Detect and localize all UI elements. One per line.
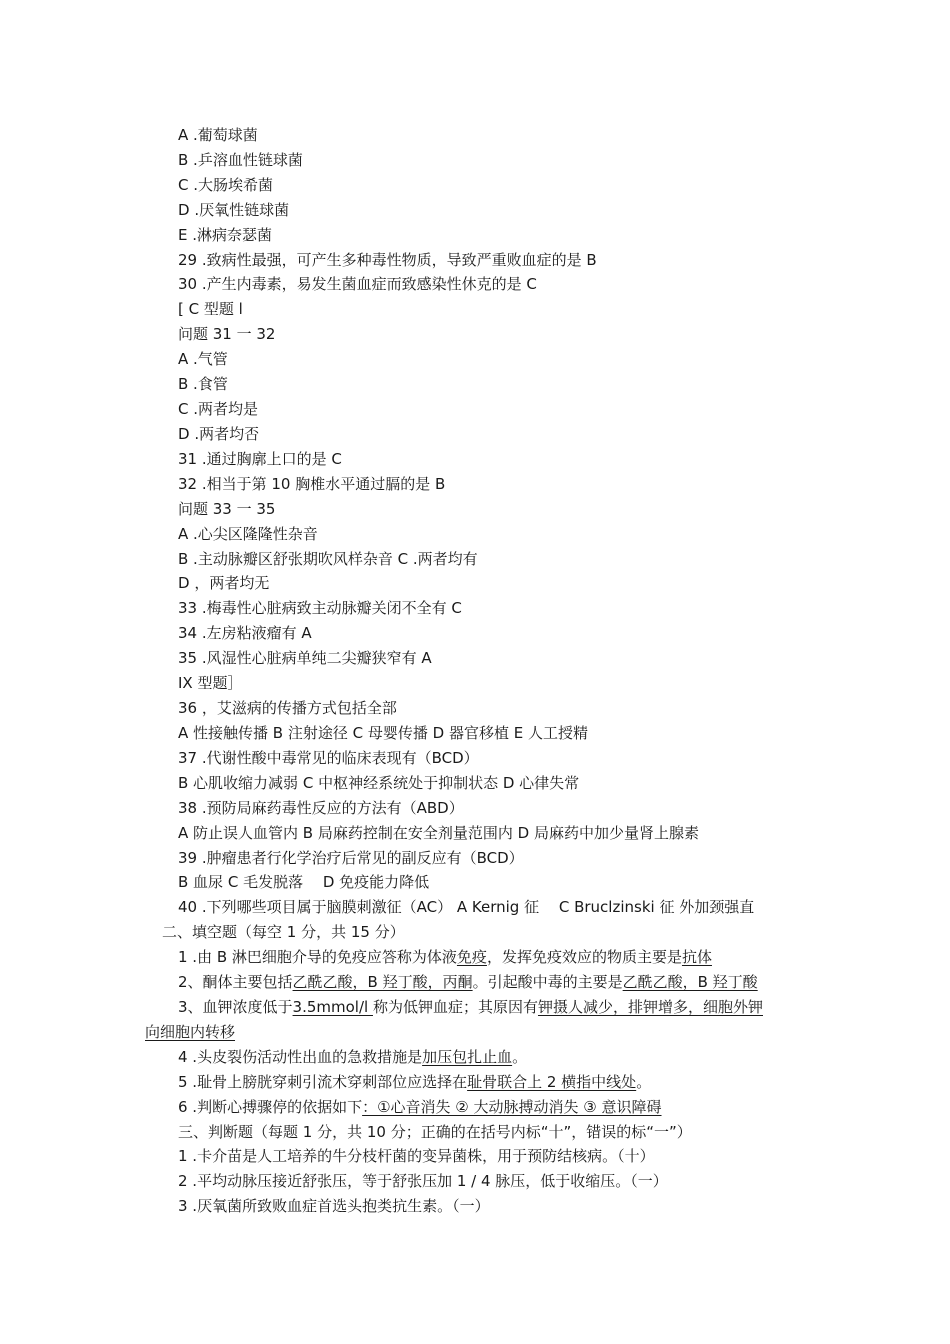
fill-6-answer: ：①心音消失 ② 大动脉搏动消失 ③ 意识障碍 (362, 1098, 662, 1116)
fill-2-text-mid: 。引起酸中毒的主要是 (472, 973, 623, 991)
option-b-c-line: B .主动脉瓣区舒张期吹风样杂音 C .两者均有 (178, 550, 478, 568)
fill-2-answer-b: 乙酰乙酸，B 羟丁酸 (622, 973, 758, 991)
fill-3-answer-b: 钾摄人减少，排钾增多，细胞外钾 (537, 998, 763, 1016)
judgement-question-2: 2 .平均动脉压接近舒张压，等于舒张压加 1 / 4 脉压，低于收缩压。（一） (178, 1172, 668, 1190)
judgement-question-1: 1 .卡介苗是人工培养的牛分枝杆菌的变异菌株，用于预防结核病。（十） (178, 1147, 655, 1165)
option-a-line: A .气管 (178, 350, 228, 368)
question-30: 30 .产生内毒素，易发生菌血症而致感染性休克的是 C (178, 275, 537, 293)
answer-38: A 防止误人血管内 B 局麻药控制在安全剂量范围内 D 局麻药中加少量肾上腺素 (178, 824, 699, 842)
fill-question-3-continued (145, 1021, 235, 1043)
fill-question-2 (178, 971, 758, 993)
option-e-line: E .淋病奈瑟菌 (178, 226, 273, 244)
question-34: 34 .左房粘液瘤有 A (178, 624, 312, 642)
fill-4-text-end: 。 (512, 1048, 528, 1066)
fill-5-text-end: 。 (636, 1073, 652, 1091)
question-39: 39 .肿瘤患者行化学治疗后常见的副反应有（BCD） (178, 849, 524, 867)
fill-question-6 (178, 1096, 662, 1118)
fill-3-text-mid: 称为低钾血症；其原因有 (372, 998, 538, 1016)
option-d-line: D .两者均否 (178, 425, 260, 443)
fill-1-text: 1 .由 B 淋巴细胞介导的免疫应答称为体液 (178, 948, 457, 966)
fill-2-text: 2、酮体主要包括 (178, 973, 293, 991)
x-type-heading: IX 型题］ (178, 674, 243, 692)
fill-3-answer-a: 3.5mmol/l (292, 998, 373, 1016)
section-3-heading: 三、判断题（每题 1 分，共 10 分；正确的在括号内标“十”，错误的标“一”） (178, 1123, 692, 1141)
c-type-heading: [ C 型题 l (178, 300, 243, 318)
fill-4-text: 4 .头皮裂伤活动性出血的急救措施是 (178, 1048, 423, 1066)
answer-36: A 性接触传播 B 注射途径 C 母婴传播 D 器官移植 E 人工授精 (178, 724, 588, 742)
option-b-line: B .食管 (178, 375, 228, 393)
fill-question-1 (178, 946, 712, 968)
fill-question-3 (178, 996, 763, 1018)
fill-2-answer-a: 乙酰乙酸，B 羟丁酸，丙酮 (292, 973, 473, 991)
fill-6-text: 6 .判断心搏骤停的依据如下 (178, 1098, 363, 1116)
fill-4-answer: 加压包扎止血 (422, 1048, 513, 1066)
question-33: 33 .梅毒性心脏病致主动脉瓣关闭不全有 C (178, 599, 462, 617)
section-2-heading: 二、填空题（每空 1 分，共 15 分） (162, 923, 405, 941)
fill-1-answer-b: 抗体 (681, 948, 712, 966)
judgement-question-3: 3 .厌氧菌所致败血症首选头抱类抗生素。（一） (178, 1197, 490, 1215)
answer-39: B 血尿 C 毛发脱落 D 免疫能力降低 (178, 873, 430, 891)
fill-1-text-mid: ，发挥免疫效应的物质主要是 (486, 948, 682, 966)
question-group-33-35: 问题 33 一 35 (178, 500, 276, 518)
fill-3-answer-b-continued: 向细胞内转移 (145, 1023, 236, 1041)
fill-5-answer: 耻骨联合上 2 横指中线处 (467, 1073, 637, 1091)
fill-question-5 (178, 1071, 651, 1093)
question-31: 31 .通过胸廓上口的是 C (178, 450, 342, 468)
option-c-line: C .两者均是 (178, 400, 259, 418)
question-38: 38 .预防局麻药毒性反应的方法有（ABD） (178, 799, 464, 817)
option-d-line: D ，两者均无 (178, 574, 270, 592)
question-32: 32 .相当于第 10 胸椎水平通过膈的是 B (178, 475, 446, 493)
question-36: 36 ，艾滋病的传播方式包括全部 (178, 699, 397, 717)
fill-3-text: 3、血钾浓度低于 (178, 998, 293, 1016)
answer-37: B 心肌收缩力减弱 C 中枢神经系统处于抑制状态 D 心律失常 (178, 774, 580, 792)
question-40: 40 .下列哪些项目属于脑膜刺激征（AC） A Kernig 征 C Bruclzinski 征 外加颈强直 (178, 898, 755, 916)
question-29: 29 .致病性最强，可产生多种毒性物质，导致严重败血症的是 B (178, 251, 597, 269)
option-a-line: A .心尖区隆隆性杂音 (178, 525, 318, 543)
question-group-31-32: 问题 31 一 32 (178, 325, 276, 343)
option-a-line: A .葡萄球菌 (178, 126, 258, 144)
fill-question-4 (178, 1046, 527, 1068)
question-35: 35 .风湿性心脏病单纯二尖瓣狭窄有 A (178, 649, 432, 667)
fill-5-text: 5 .耻骨上膀胱穿刺引流术穿刺部位应选择在 (178, 1073, 468, 1091)
option-b-line: B .乒溶血性链球菌 (178, 151, 303, 169)
option-c-line: C .大肠埃希菌 (178, 176, 274, 194)
option-d-line: D .厌氧性链球菌 (178, 201, 290, 219)
question-37: 37 .代谢性酸中毒常见的临床表现有（BCD） (178, 749, 479, 767)
fill-1-answer-a: 免疫 (456, 948, 487, 966)
